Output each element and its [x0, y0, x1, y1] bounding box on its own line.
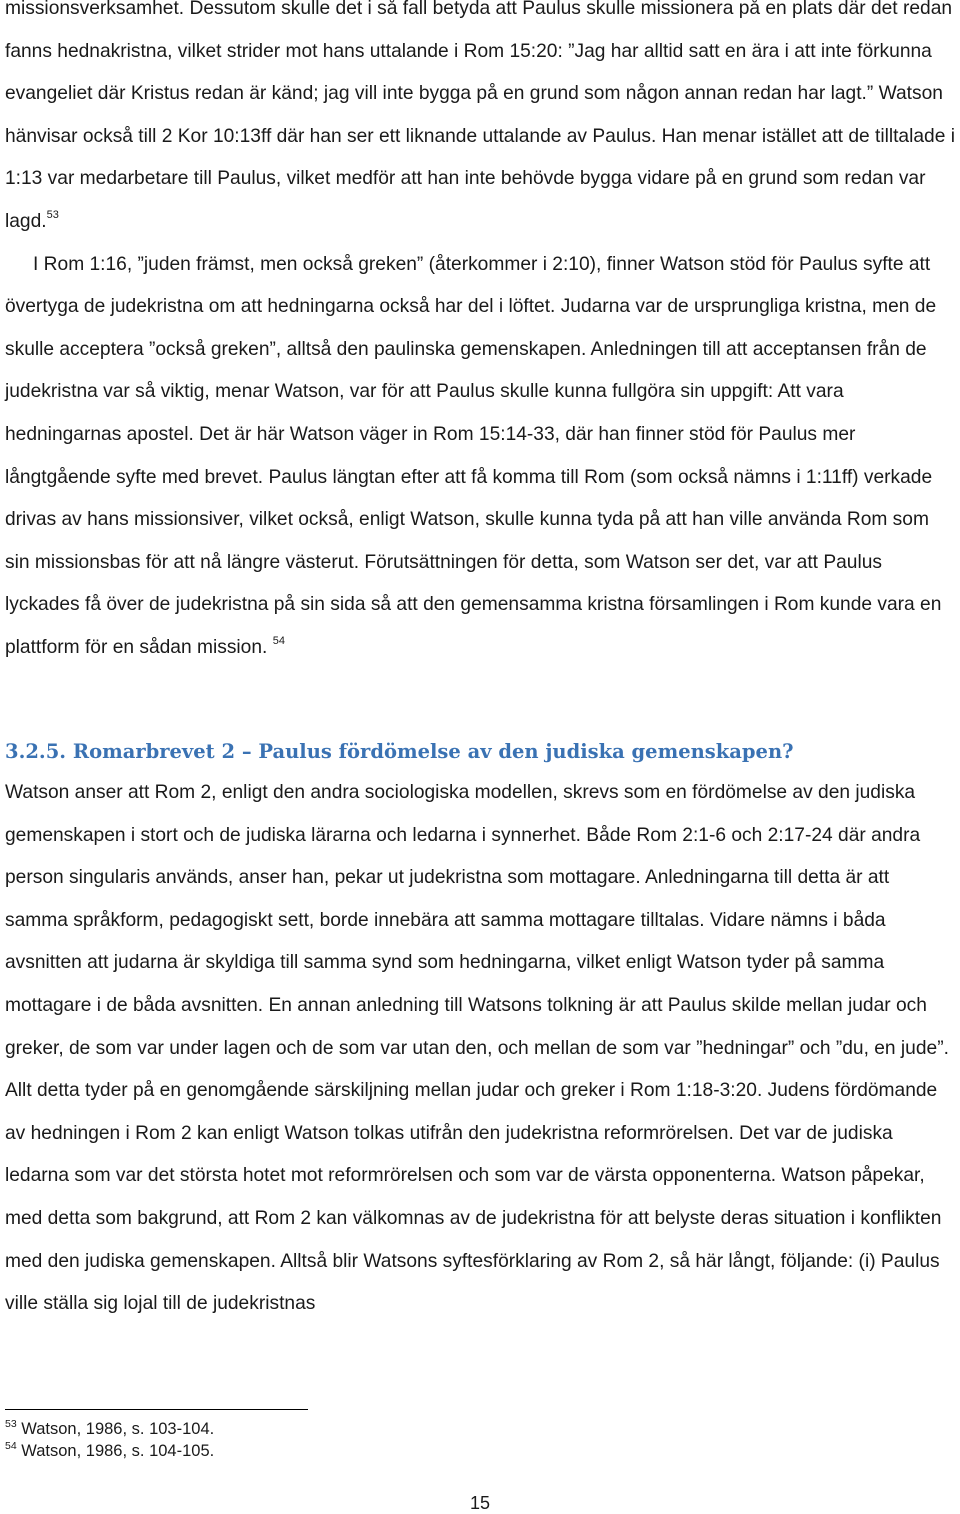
footnote-number: 53: [5, 1418, 17, 1430]
footnote-text: Watson, 1986, s. 104-105.: [21, 1442, 215, 1460]
footnote-ref-53: 53: [46, 208, 59, 221]
footnote-ref-54: 54: [272, 634, 285, 647]
footnote-separator: [5, 1409, 308, 1410]
paragraph-2: [5, 244, 957, 670]
paragraph-1-text: missionsverksamhet. Dessutom skulle det i så fall betyda att Paulus skulle missionera på en plats där det redan fanns hednakristna, vilket strider mot hans uttalande i Rom 15:20: ”Jag har alltid satt en ära i att inte förkunna evangeliet där Kristus redan är känd; jag vill inte bygga på en grund som någon annan redan har lagt.” Watson hänvisar också till 2 Kor 10:13ff där han ser ett liknande uttalande av Paulus. Han menar istället att de tilltalade i 1:13 var medarbetare till Paulus, vilket medför att han inte behövde bygga vidare på en grund som redan var lagd.: [5, 0, 955, 232]
footnote-53: [5, 1418, 605, 1440]
paragraph-3: Watson anser att Rom 2, enligt den andra sociologiska modellen, skrevs som en fördömelse av den judiska gemenskapen i stort och de judiska lärarna och ledarna i synnerhet. Både Rom 2:1-6 och 2:17-24 där andra person singularis används, anser han, pekar ut judekristna som mottagare. Anledningarna till detta är att samma språkform, pedagogiskt sett, borde innebära att samma mottagare tilltalas. Vidare nämns i båda avsnitten att judarna är skyldiga till samma synd som hedningarna, vilket enligt Watson tyder på samma mottagare i de båda avsnitten. En annan anledning till Watsons tolkning är att Paulus skilde mellan judar och greker, de som var under lagen och de som var utan den, och mellan de som var ”hedningar” och ”du, en jude”. Allt detta tyder på en genomgående särskiljning mellan judar och greker i Rom 1:18-3:20. Judens fördömande av hedningen i Rom 2 kan enligt Watson tolkas utifrån den judekristna reformrörelsen. Det var de judiska ledarna som var det största hotet mot reformrörelsen och som var de värsta opponenterna. Watson påpekar, med detta som bakgrund, att Rom 2 kan välkomnas av de judekristna för att belyste deras situation i konflikten med den judiska gemenskapen. Alltså blir Watsons syftesförklaring av Rom 2, så här långt, följande: (i) Paulus ville ställa sig lojal till de judekristnas: [5, 782, 949, 1315]
footnote-54: [5, 1440, 605, 1462]
paragraph-2-text: I Rom 1:16, ”juden främst, men också greken” (återkommer i 2:10), finner Watson stöd för Paulus syfte att övertyga de judekristna om att hedningarna också har del i löftet. Judarna var de ursprungliga kristna, men de skulle acceptera ”också greken”, alltså den paulinska gemenskapen. Anledningen till att acceptansen från de judekristna var så viktig, menar Watson, var för att Paulus skulle kunna fullgöra sin uppgift: Att vara hedningarnas apostel. Det är här Watson väger in Rom 15:14-33, där han finner stöd för Paulus mer långtgående syfte med brevet. Paulus längtan efter att få komma till Rom (som också nämns i 1:11ff) verkade drivas av hans missionsiver, vilket också, enligt Watson, skulle kunna tyda på att han ville använda Rom som sin missionsbas för att nå längre västerut. Förutsättningen för detta, som Watson ser det, var att Paulus lyckades få över de judekristna på sin sida så att den gemensamma kristna församlingen i Rom kunde vara en plattform för en sådan mission.: [5, 253, 942, 658]
footnotes: [5, 1418, 605, 1462]
paragraph-1: [5, 0, 957, 244]
page-number: 15: [469, 1493, 491, 1513]
section-heading: 3.2.5. Romarbrevet 2 – Paulus fördömelse av den judiska gemenskapen?: [5, 740, 794, 763]
footnote-text: Watson, 1986, s. 103-104.: [21, 1420, 215, 1438]
footnote-number: 54: [5, 1440, 17, 1452]
body-text-bottom: [5, 772, 957, 1326]
body-text-top: [5, 0, 957, 670]
